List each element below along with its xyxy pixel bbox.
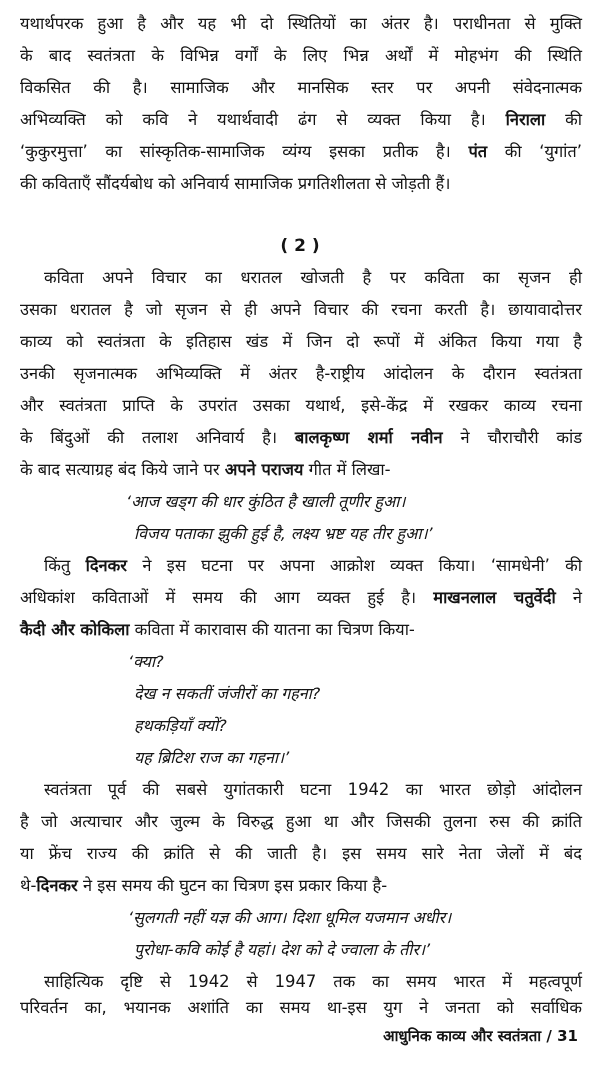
section-heading: ( 2 ) [280, 236, 320, 256]
poem-title-apne-parajay: अपने पराजय [224, 460, 304, 479]
poet-name-navin: बालकृष्ण शर्मा नवीन [294, 428, 443, 447]
para1-line-1: यथार्थपरक हुआ है और यह भी दो स्थितियों का अंतर है। पराधीनता से मुक्ति [20, 14, 582, 33]
verse1-line-1: ‘आज खड्ग की धार कुंठित है खाली तूणीर हुआ। [126, 492, 406, 511]
para3-line-1: किंतु दिनकर ने इस घटना पर अपना आक्रोश व्यक्त किया। ‘सामधेनी’ की [44, 556, 582, 575]
poet-name-nirala: निराला [505, 110, 546, 129]
footer-separator: / [546, 1027, 552, 1045]
para2-line-3: काव्य को स्वतंत्रता के इतिहास खंड में जिन दो रूपों में अंकित किया गया है [20, 332, 582, 351]
poet-name-dinkar: दिनकर [85, 556, 127, 575]
para2-line-6: के बिंदुओं की तलाश अनिवार्य है। बालकृष्ण शर्मा नवीन ने चौराचौरी कांड [20, 428, 582, 447]
poet-name-makhanlal: माखनलाल चतुर्वेदी [433, 588, 556, 607]
running-title: आधुनिक काव्य और स्वतंत्रता [383, 1027, 542, 1045]
para2-line-7: के बाद सत्याग्रह बंद किये जाने पर अपने पराजय गीत में लिखा- [20, 460, 391, 479]
verse2-line-1: ‘क्या? [128, 652, 164, 671]
para2-line-1: कविता अपने विचार का धरातल खोजती है पर कविता का सृजन ही [44, 268, 582, 287]
verse3-line-1: ‘सुलगती नहीं यज्ञ की आग। दिशा धूमिल यजमान अधीर। [128, 908, 452, 927]
verse2-line-2: देख न सकतीं जंजीरों का गहना? [134, 684, 321, 703]
para1-line-6: की कविताएँ सौंदर्यबोध को अनिवार्य सामाजिक प्रगतिशीलता से जोड़ती हैं। [20, 174, 451, 193]
para1-line-4: अभिव्यक्ति को कवि ने यथार्थवादी ढंग से व्यक्त किया है। निराला की [20, 110, 582, 129]
poet-name-pant: पंत [468, 142, 488, 161]
poem-title-kaidi-aur-kokila: कैदी और कोकिला [20, 620, 130, 639]
para5-line-2: परिवर्तन का, भयानक अशांति का समय था-इस युग ने जनता को सर्वाधिक [20, 998, 582, 1017]
para1-line-3: विकसित की है। सामाजिक और मानसिक स्तर पर अपनी संवेदनात्मक [20, 78, 582, 97]
para5-line-1: साहित्यिक दृष्टि से 1942 से 1947 तक का समय भारत में महत्वपूर्ण [44, 972, 582, 991]
para4-line-3: या फ्रेंच राज्य की क्रांति से की जाती है। इस समय सारे नेता जेलों में बंद [20, 844, 582, 863]
para1-line-5: ‘कुकुरमुत्ता’ का सांस्कृतिक-सामाजिक व्यंग्य इसका प्रतीक है। पंत की ‘युगांत’ [20, 142, 582, 161]
page-number: 31 [557, 1027, 578, 1045]
para2-line-2: उसका धरातल है जो सृजन से ही अपने विचार की रचना करती है। छायावादोत्तर [20, 300, 582, 319]
page-footer [383, 1022, 578, 1050]
para4-line-4: थे-दिनकर ने इस समय की घुटन का चित्रण इस प्रकार किया है- [20, 876, 388, 895]
para2-line-5: और स्वतंत्रता प्राप्ति के उपरांत उसका यथार्थ, इसे-केंद्र में रखकर काव्य रचना [20, 396, 582, 415]
verse3-line-2: पुरोधा-कवि कोई है यहां। देश को दे ज्वाला के तीर।’ [134, 940, 431, 959]
verse1-line-2: विजय पताका झुकी हुई है, लक्ष्य भ्रष्ट यह तीर हुआ।’ [134, 524, 433, 543]
verse2-line-3: हथकड़ियाँ क्यों? [134, 716, 227, 735]
poet-name-dinkar-2: दिनकर [36, 876, 78, 895]
para3-line-2: अधिकांश कविताओं में समय की आग व्यक्त हुई है। माखनलाल चतुर्वेदी ने [20, 588, 582, 607]
para1-line-2: के बाद स्वतंत्रता के विभिन्न वर्गों के लिए भिन्न अर्थों में मोहभंग की स्थिति [20, 46, 582, 65]
para2-line-4: उनकी सृजनात्मक अभिव्यक्ति में अंतर है-राष्ट्रीय आंदोलन के दौरान स्वतंत्रता [20, 364, 582, 383]
para4-line-2: है जो अत्याचार और जुल्म के विरुद्ध हुआ था और जिसकी तुलना रुस की क्रांति [20, 812, 582, 831]
verse2-line-4: यह ब्रिटिश राज का गहना।’ [134, 748, 290, 767]
para3-line-3: कैदी और कोकिला कविता में कारावास की यातना का चित्रण किया- [20, 620, 415, 639]
para4-line-1: स्वतंत्रता पूर्व की सबसे युगांतकारी घटना 1942 का भारत छोड़ो आंदोलन [44, 780, 582, 799]
